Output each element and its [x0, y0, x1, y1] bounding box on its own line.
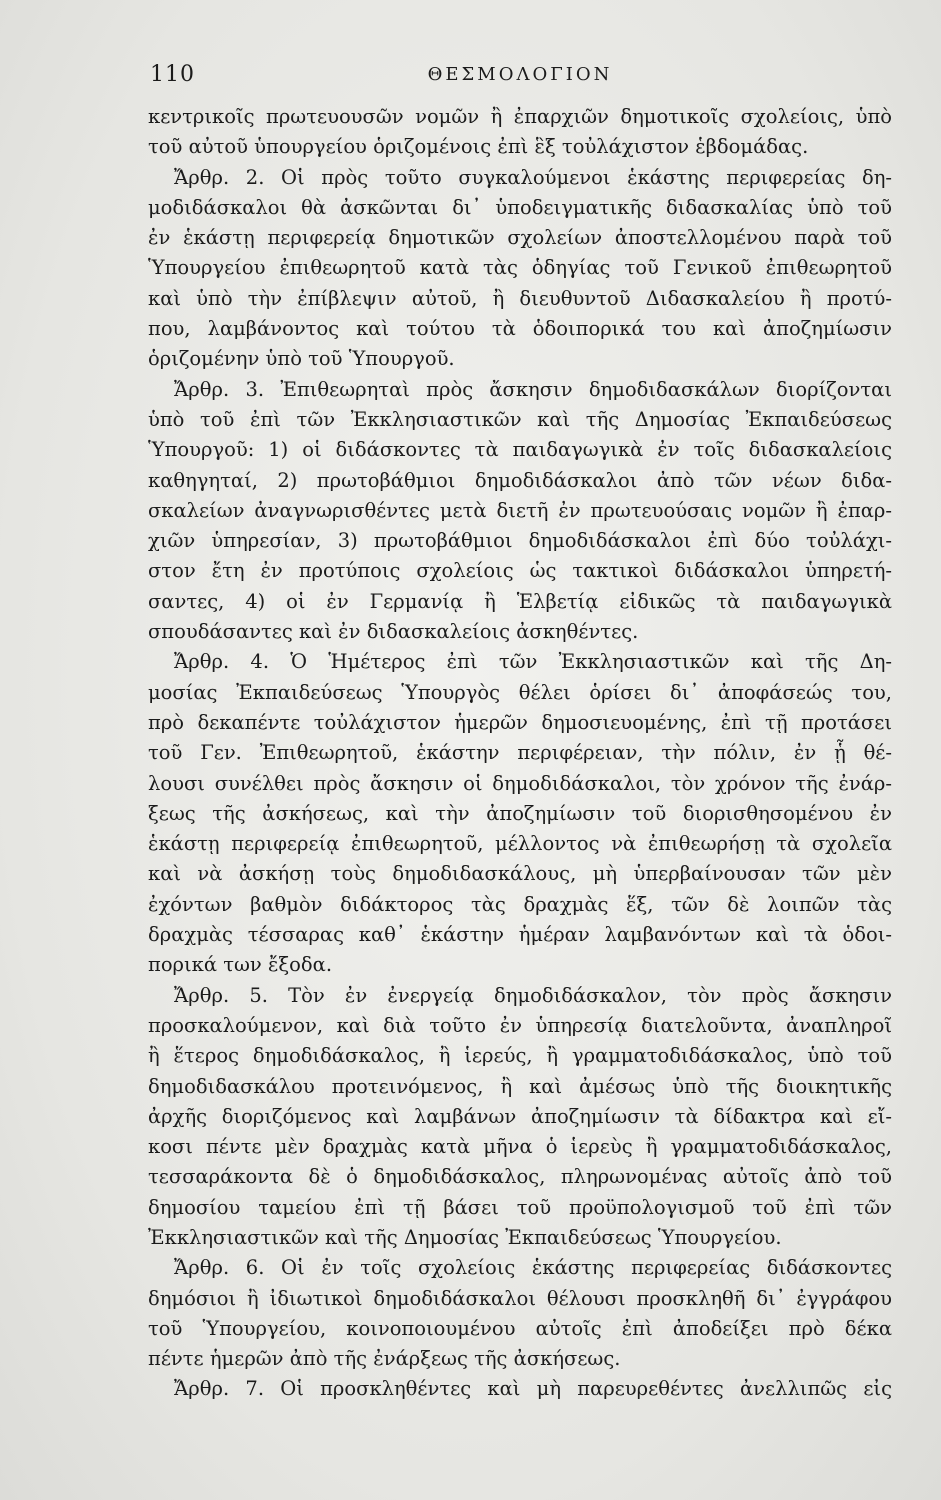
text-line: δημοδιδασκάλου προτεινόμενος, ἢ καὶ ἀμέσως ὑπὸ τῆς διοικητικῆς [148, 1074, 892, 1098]
article-3-start: Ἄρθρ. 3. Ἐπιθεωρηταὶ πρὸς ἄσκησιν δημοδιδασκάλων διορίζονται [174, 377, 892, 401]
text-line: πορικά των ἔξοδα. [148, 953, 333, 977]
page-number: 110 [150, 62, 195, 87]
text-line: μοσίας Ἐκπαιδεύσεως Ὑπουργὸς θέλει ὁρίσει δι᾽ ἀποφάσεώς του, [148, 680, 892, 704]
text-line: πρὸ δεκαπέντε τοὐλάχιστον ἡμερῶν δημοσιευομένης, ἐπὶ τῇ προτάσει [148, 710, 892, 734]
text-line: πέντε ἡμερῶν ἀπὸ τῆς ἐνάρξεως τῆς ἀσκήσεως. [148, 1347, 621, 1371]
text-line: λουσι συνέλθει πρὸς ἄσκησιν οἱ δημοδιδάσκαλοι, τὸν χρόνον τῆς ἐνάρ- [148, 771, 892, 795]
text-line: σκαλείων ἀναγνωρισθέντες μετὰ διετῆ ἐν πρωτευούσαις νομῶν ἢ ἐπαρ- [148, 498, 892, 522]
text-line: τοῦ Γεν. Ἐπιθεωρητοῦ, ἑκάστην περιφέρειαν, τὴν πόλιν, ἐν ᾗ θέ- [148, 741, 892, 765]
article-6-start: Ἄρθρ. 6. Οἱ ἐν τοῖς σχολείοις ἑκάστης περιφερείας διδάσκοντες [174, 1256, 892, 1280]
article-7-start: Ἄρθρ. 7. Οἱ προσκληθέντες καὶ μὴ παρευρεθέντες ἀνελλιπῶς εἰς [174, 1377, 892, 1401]
text-line: ἑκάστῃ περιφερείᾳ ἐπιθεωρητοῦ, μέλλοντος νὰ ἐπιθεωρήσῃ τὰ σχολεῖα [148, 832, 892, 856]
body-text [148, 102, 892, 1405]
text-line: καὶ ὑπὸ τὴν ἐπίβλεψιν αὐτοῦ, ἢ διευθυντοῦ Διδασκαλείου ἢ προτύ- [148, 286, 892, 310]
text-line: μοδιδάσκαλοι θὰ ἀσκῶνται δι᾽ ὑποδειγματικῆς διδασκαλίας ὑπὸ τοῦ [148, 195, 892, 219]
text-line: τοῦ Ὑπουργείου, κοινοποιουμένου αὐτοῖς ἐπὶ ἀποδείξει πρὸ δέκα [148, 1316, 892, 1340]
text-line: Ὑπουργείου ἐπιθεωρητοῦ κατὰ τὰς ὁδηγίας τοῦ Γενικοῦ ἐπιθεωρητοῦ [148, 256, 892, 280]
article-5-start: Ἄρθρ. 5. Τὸν ἐν ἐνεργείᾳ δημοδιδάσκαλον, τὸν πρὸς ἄσκησιν [174, 983, 892, 1007]
text-line: που, λαμβάνοντος καὶ τούτου τὰ ὁδοιπορικά του καὶ ἀποζημίωσιν [148, 317, 892, 341]
text-line: καὶ νὰ ἀσκήσῃ τοὺς δημοδιδασκάλους, μὴ ὑπερβαίνουσαν τῶν μὲν [148, 862, 892, 886]
text-line: δραχμὰς τέσσαρας καθ᾽ ἑκάστην ἡμέραν λαμβανόντων καὶ τὰ ὁδοι- [148, 923, 892, 947]
text-line: κοσι πέντε μὲν δραχμὰς κατὰ μῆνα ὁ ἱερεὺς ἢ γραμματοδιδάσκαλος, [148, 1135, 892, 1159]
text-line: ξεως τῆς ἀσκήσεως, καὶ τὴν ἀποζημίωσιν τοῦ διορισθησομένου ἐν [148, 801, 892, 825]
text-line: προσκαλούμενον, καὶ διὰ τοῦτο ἐν ὑπηρεσίᾳ διατελοῦντα, ἀναπληροῖ [148, 1013, 892, 1037]
text-line: ἐν ἑκάστῃ περιφερείᾳ δημοτικῶν σχολείων ἀποστελλομένου παρὰ τοῦ [148, 226, 892, 250]
text-line: χιῶν ὑπηρεσίαν, 3) πρωτοβάθμιοι δημοδιδάσκαλοι ἐπὶ δύο τοὐλάχι- [148, 529, 892, 553]
text-line: ἀρχῆς διοριζόμενος καὶ λαμβάνων ἀποζημίωσιν τὰ δίδακτρα καὶ εἴ- [148, 1104, 892, 1128]
text-line: σαντες, 4) οἱ ἐν Γερμανίᾳ ἢ Ἑλβετίᾳ εἰδικῶς τὰ παιδαγωγικὰ [148, 589, 892, 613]
text-line: ἐχόντων βαθμὸν διδάκτορος τὰς δραχμὰς ἕξ, τῶν δὲ λοιπῶν τὰς [148, 892, 892, 916]
text-line: Ἐκκλησιαστικῶν καὶ τῆς Δημοσίας Ἐκπαιδεύσεως Ὑπουργείου. [148, 1225, 782, 1249]
running-title: ΘΕΣΜΟΛΟΓΙΟΝ [427, 64, 613, 85]
text-line: δημοσίου ταμείου ἐπὶ τῇ βάσει τοῦ προϋπολογισμοῦ τοῦ ἐπὶ τῶν [148, 1195, 892, 1219]
text-line: σπουδάσαντες καὶ ἐν διδασκαλείοις ἀσκηθέντες. [148, 620, 639, 644]
text-line: ὁριζομένην ὑπὸ τοῦ Ὑπουργοῦ. [148, 347, 455, 371]
text-line: ὑπὸ τοῦ ἐπὶ τῶν Ἐκκλησιαστικῶν καὶ τῆς Δημοσίας Ἐκπαιδεύσεως [148, 407, 892, 431]
text-line: καθηγηταί, 2) πρωτοβάθμιοι δημοδιδάσκαλοι ἀπὸ τῶν νέων διδα- [148, 468, 892, 492]
text-line: στον ἔτη ἐν προτύποις σχολείοις ὡς τακτικοὶ διδάσκαλοι ὑπηρετή- [148, 559, 892, 583]
text-line: κεντρικοῖς πρωτευουσῶν νομῶν ἢ ἐπαρχιῶν δημοτικοῖς σχολείοις, ὑπὸ [148, 105, 892, 128]
article-2-start: Ἄρθρ. 2. Οἱ πρὸς τοῦτο συγκαλούμενοι ἑκάστης περιφερείας δη- [174, 165, 892, 189]
text-line: τοῦ αὐτοῦ ὑπουργείου ὁριζομένοις ἐπὶ ἓξ τοὐλάχιστον ἑβδομάδας. [148, 135, 809, 159]
text-line: τεσσαράκοντα δὲ ὁ δημοδιδάσκαλος, πληρωνομένας αὐτοῖς ἀπὸ τοῦ [148, 1165, 892, 1189]
text-line: δημόσιοι ἢ ἰδιωτικοὶ δημοδιδάσκαλοι θέλουσι προσκληθῆ δι᾽ ἐγγράφου [148, 1286, 892, 1310]
article-4-start: Ἄρθρ. 4. Ὁ Ἡμέτερος ἐπὶ τῶν Ἐκκλησιαστικῶν καὶ τῆς Δη- [174, 650, 892, 674]
text-line: Ὑπουργοῦ: 1) οἱ διδάσκοντες τὰ παιδαγωγικὰ ἐν τοῖς διδασκαλείοις [148, 438, 892, 462]
page-header [150, 62, 890, 96]
text-line: ἢ ἕτερος δημοδιδάσκαλος, ἢ ἱερεύς, ἢ γραμματοδιδάσκαλος, ὑπὸ τοῦ [148, 1044, 892, 1068]
